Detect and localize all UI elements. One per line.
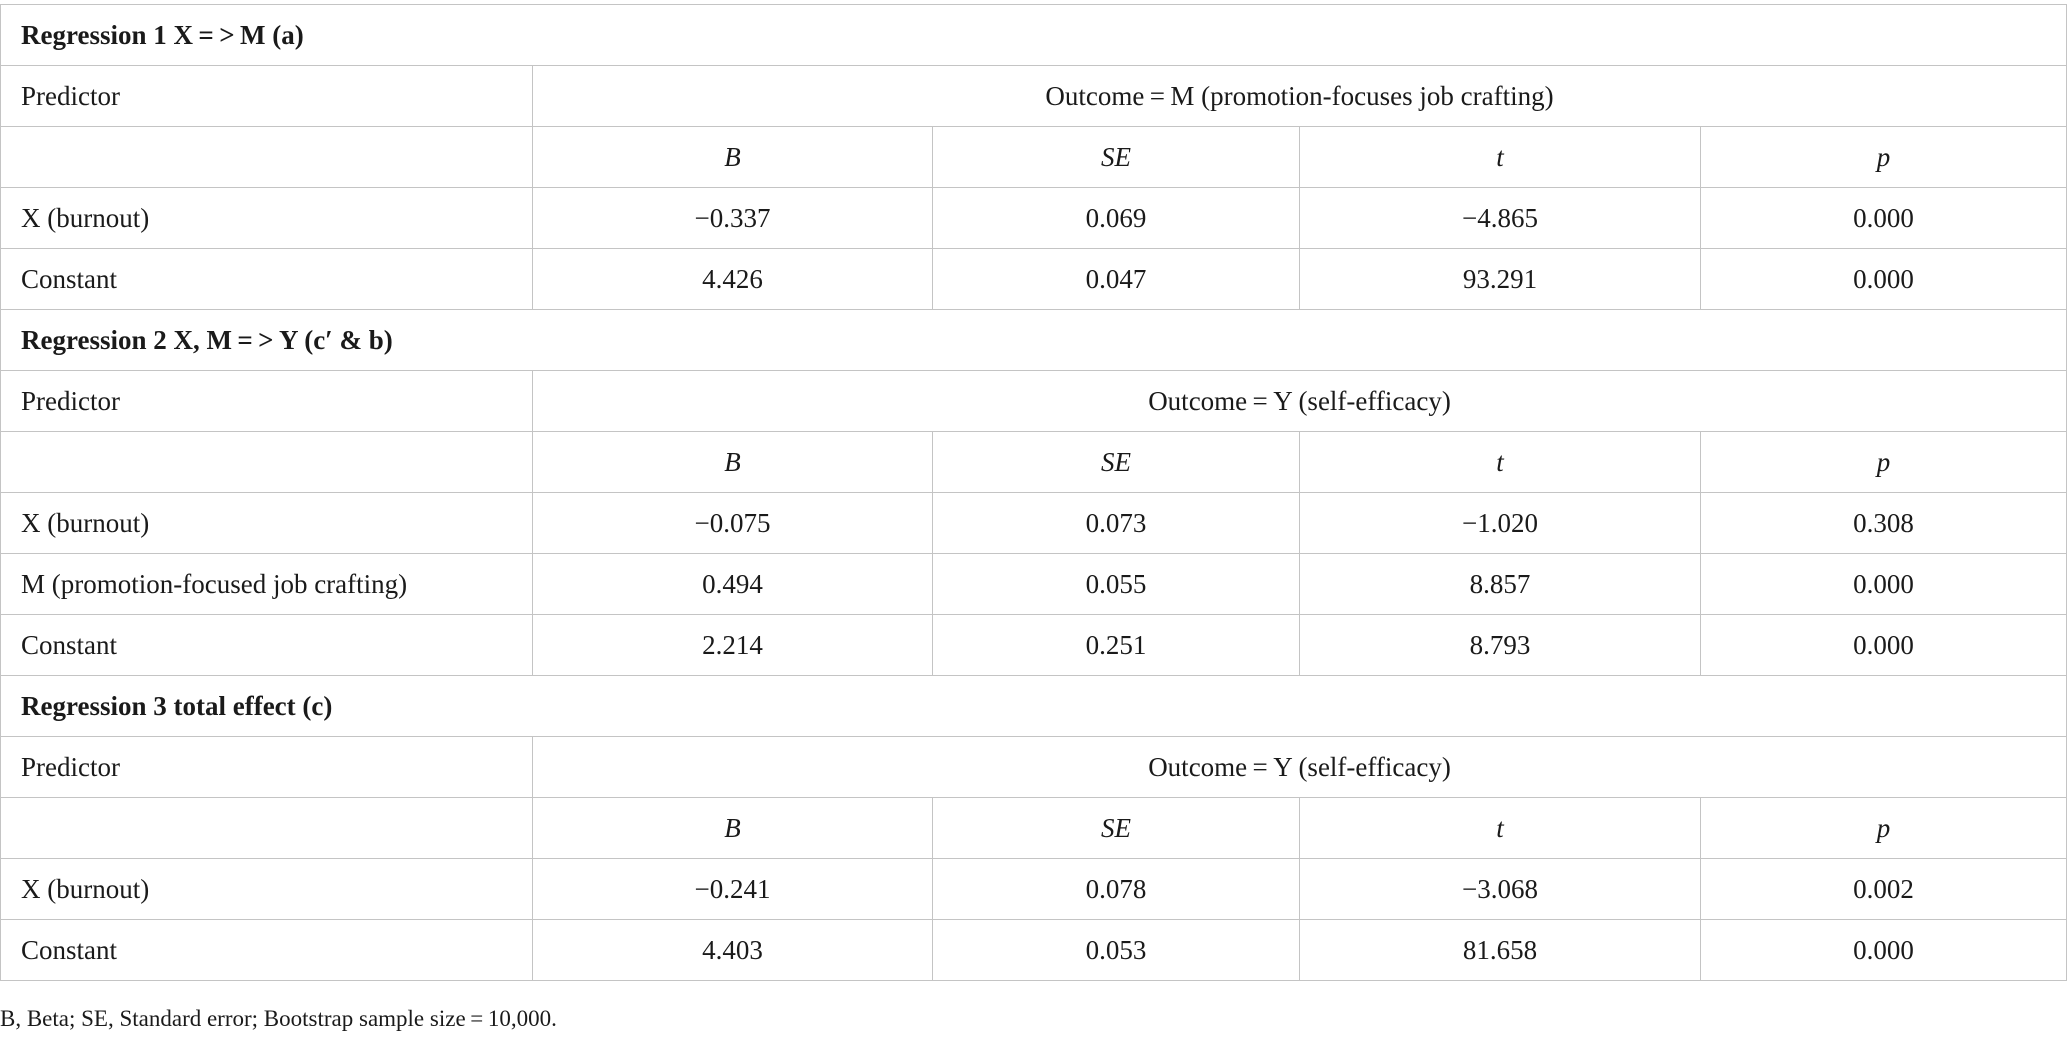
t-cell: −1.020: [1300, 493, 1701, 554]
column-header-row: [1, 127, 2067, 188]
regression-table: [0, 4, 2067, 981]
header-t: t: [1300, 127, 1701, 188]
predictor-outcome-row: [1, 371, 2067, 432]
predictor-cell: X (burnout): [1, 859, 533, 920]
header-p: p: [1701, 432, 2067, 493]
se-cell: 0.078: [933, 859, 1300, 920]
t-cell: 8.857: [1300, 554, 1701, 615]
se-cell: 0.069: [933, 188, 1300, 249]
b-cell: −0.075: [533, 493, 933, 554]
header-b: B: [533, 432, 933, 493]
b-cell: 2.214: [533, 615, 933, 676]
se-cell: 0.053: [933, 920, 1300, 981]
section-title: Regression 2 X, M = > Y (c′ & b): [1, 310, 2067, 371]
predictor-outcome-row: [1, 66, 2067, 127]
p-cell: 0.000: [1701, 249, 2067, 310]
empty-cell: [1, 432, 533, 493]
t-cell: 8.793: [1300, 615, 1701, 676]
table-row: [1, 554, 2067, 615]
table-row: [1, 615, 2067, 676]
predictor-cell: X (burnout): [1, 188, 533, 249]
p-cell: 0.000: [1701, 920, 2067, 981]
b-cell: 4.426: [533, 249, 933, 310]
header-b: B: [533, 798, 933, 859]
predictor-cell: M (promotion-focused job crafting): [1, 554, 533, 615]
column-header-row: [1, 798, 2067, 859]
section-title: Regression 1 X = > M (a): [1, 5, 2067, 66]
header-t: t: [1300, 432, 1701, 493]
p-cell: 0.308: [1701, 493, 2067, 554]
p-cell: 0.000: [1701, 554, 2067, 615]
se-cell: 0.047: [933, 249, 1300, 310]
predictor-cell: Constant: [1, 920, 533, 981]
t-cell: 81.658: [1300, 920, 1701, 981]
table-row: [1, 249, 2067, 310]
t-cell: −3.068: [1300, 859, 1701, 920]
table-row: [1, 920, 2067, 981]
t-cell: 93.291: [1300, 249, 1701, 310]
section-title: Regression 3 total effect (c): [1, 676, 2067, 737]
header-se: SE: [933, 127, 1300, 188]
p-cell: 0.000: [1701, 615, 2067, 676]
p-cell: 0.002: [1701, 859, 2067, 920]
b-cell: −0.241: [533, 859, 933, 920]
section-title-row: [1, 676, 2067, 737]
predictor-cell: Constant: [1, 615, 533, 676]
header-b: B: [533, 127, 933, 188]
empty-cell: [1, 798, 533, 859]
predictor-cell: Constant: [1, 249, 533, 310]
table-row: [1, 859, 2067, 920]
b-cell: 0.494: [533, 554, 933, 615]
header-se: SE: [933, 798, 1300, 859]
outcome-label: Outcome = M (promotion-focuses job crafting): [533, 66, 2067, 127]
predictor-cell: X (burnout): [1, 493, 533, 554]
empty-cell: [1, 127, 533, 188]
se-cell: 0.073: [933, 493, 1300, 554]
predictor-label: Predictor: [1, 371, 533, 432]
section-title-row: [1, 310, 2067, 371]
b-cell: 4.403: [533, 920, 933, 981]
table-row: [1, 188, 2067, 249]
outcome-label: Outcome = Y (self-efficacy): [533, 371, 2067, 432]
section-title-row: [1, 5, 2067, 66]
b-cell: −0.337: [533, 188, 933, 249]
t-cell: −4.865: [1300, 188, 1701, 249]
outcome-label: Outcome = Y (self-efficacy): [533, 737, 2067, 798]
header-p: p: [1701, 798, 2067, 859]
se-cell: 0.055: [933, 554, 1300, 615]
p-cell: 0.000: [1701, 188, 2067, 249]
table-footnote: B, Beta; SE, Standard error; Bootstrap sample size = 10,000.: [0, 1006, 557, 1031]
predictor-label: Predictor: [1, 737, 533, 798]
table-row: [1, 493, 2067, 554]
regression-table-body: [1, 5, 2067, 981]
predictor-outcome-row: [1, 737, 2067, 798]
header-p: p: [1701, 127, 2067, 188]
header-t: t: [1300, 798, 1701, 859]
column-header-row: [1, 432, 2067, 493]
predictor-label: Predictor: [1, 66, 533, 127]
se-cell: 0.251: [933, 615, 1300, 676]
header-se: SE: [933, 432, 1300, 493]
